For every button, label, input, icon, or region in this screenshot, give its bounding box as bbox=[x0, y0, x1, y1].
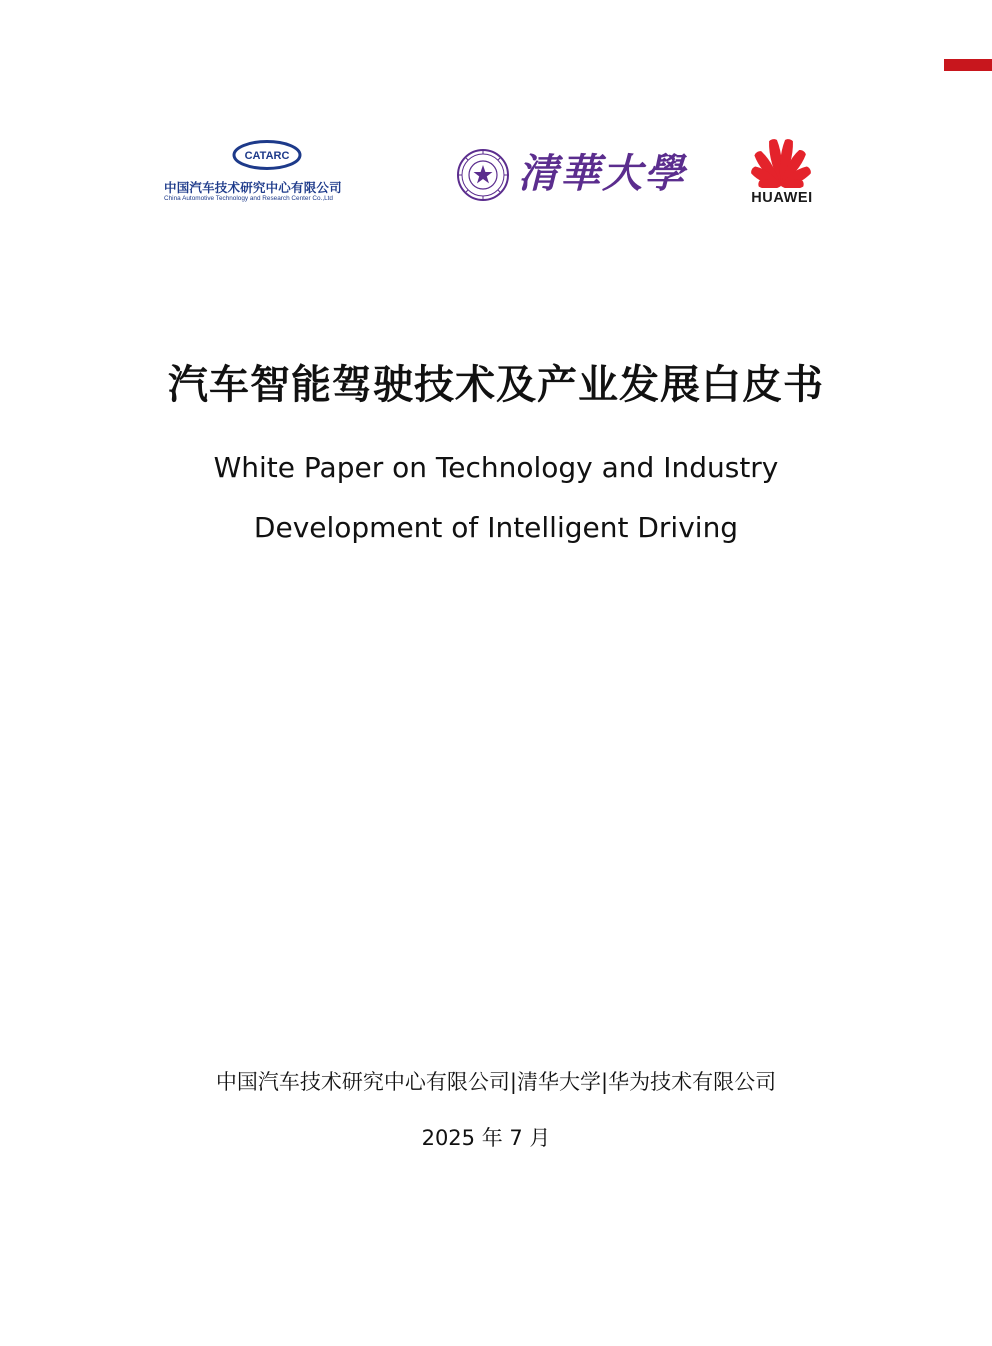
catarc-logo bbox=[158, 138, 380, 210]
catarc-name-en: China Automotive Technology and Research Center Co.,Ltd bbox=[164, 195, 333, 202]
tsinghua-logo bbox=[456, 146, 686, 204]
catarc-mark-text: CATARC bbox=[244, 150, 290, 162]
tsinghua-name: 清華大學 bbox=[518, 150, 686, 197]
document-title-en-line1: White Paper on Technology and Industry bbox=[213, 451, 779, 484]
tsinghua-seal-icon bbox=[456, 148, 510, 202]
organizations-line: 中国汽车技术研究中心有限公司|清华大学|华为技术有限公司 bbox=[215, 1070, 777, 1094]
catarc-name-cn: 中国汽车技术研究中心有限公司 bbox=[164, 180, 342, 195]
corner-accent-bar bbox=[944, 59, 992, 71]
document-title-cn: 汽车智能驾驶技术及产业发展白皮书 bbox=[168, 362, 824, 408]
huawei-flower-icon bbox=[746, 134, 816, 188]
publication-date: 2025 年 7 月 bbox=[421, 1126, 551, 1150]
catarc-mark-icon bbox=[232, 140, 302, 170]
document-title-en-line2: Development of Intelligent Driving bbox=[253, 511, 739, 544]
huawei-logo bbox=[742, 134, 822, 210]
huawei-name: HUAWEI bbox=[751, 190, 813, 206]
